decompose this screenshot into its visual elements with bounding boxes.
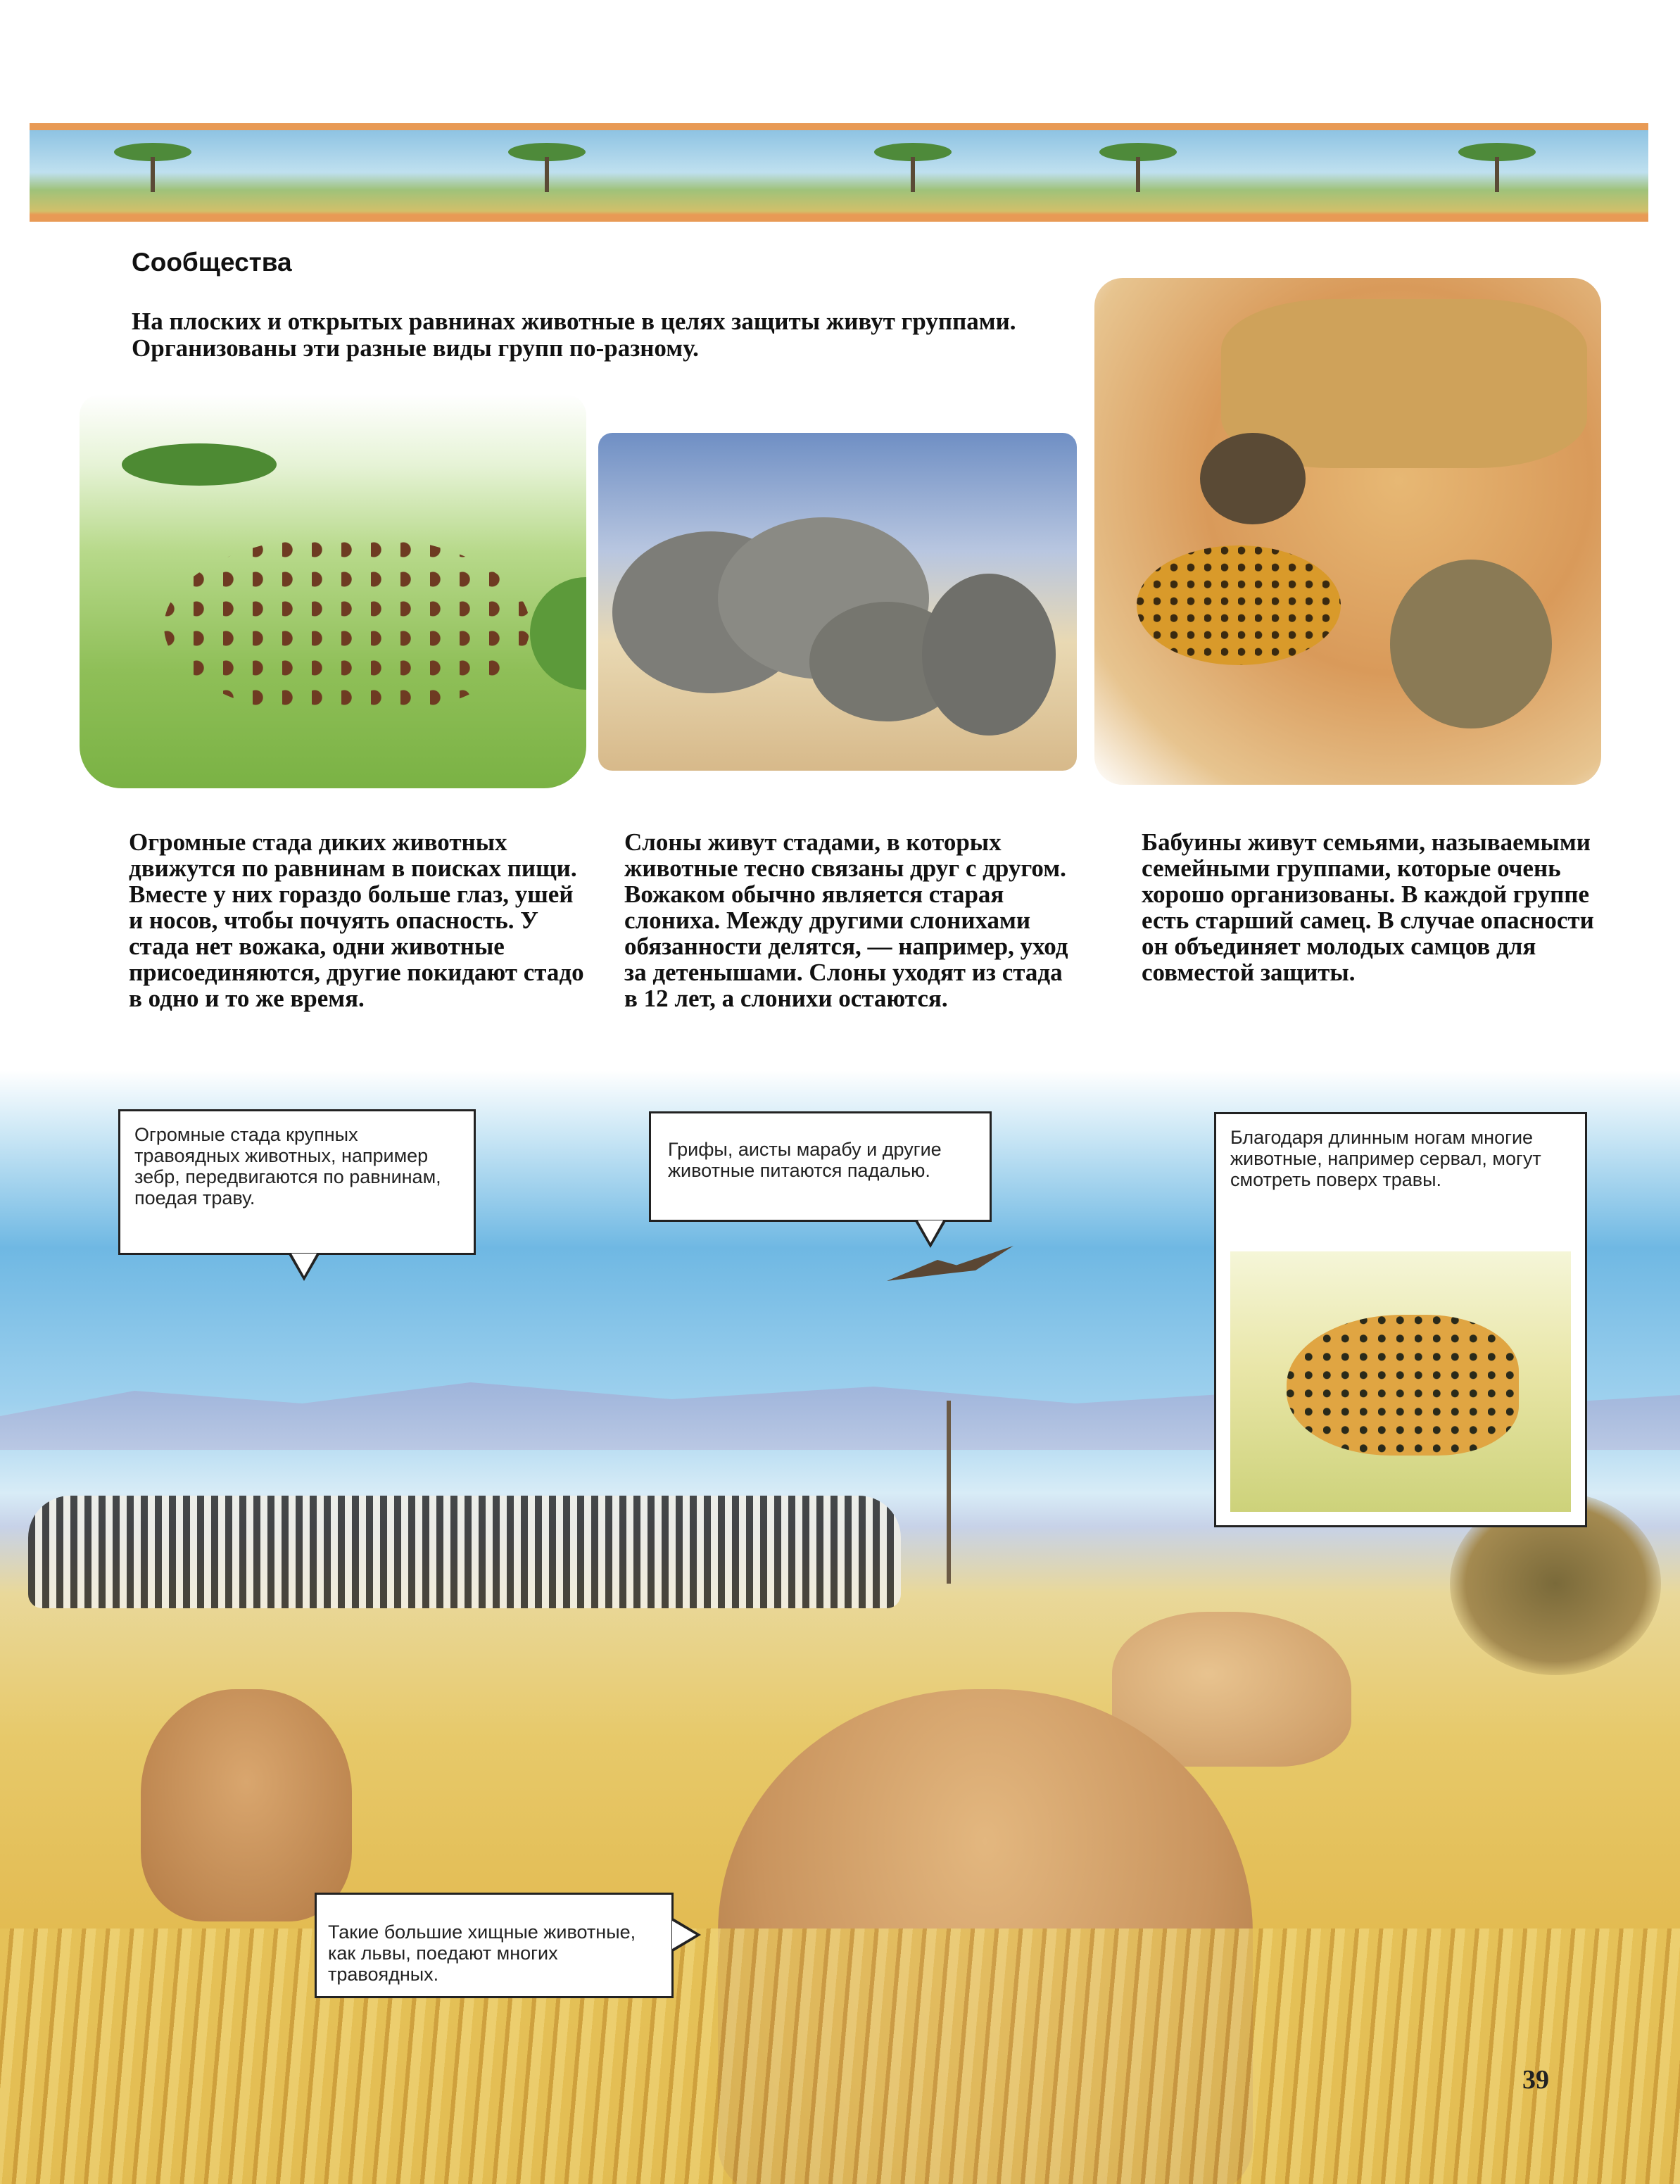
- vulture-icon: [887, 1246, 1013, 1281]
- acacia-tree-icon: [508, 143, 586, 192]
- bare-tree: [947, 1401, 951, 1584]
- elephant: [922, 574, 1056, 736]
- page-number: 39: [1522, 2065, 1549, 2095]
- callout-serval-text: Благодаря длинным ногам многие животные, например сервал, могут смотреть поверх травы.: [1230, 1127, 1541, 1190]
- acacia-canopy: [122, 443, 277, 486]
- callout-pointer-fill: [672, 1921, 696, 1949]
- elephant-herd-illustration: [598, 433, 1077, 771]
- baboons-text: Бабуины живут семьями, называемыми семейными группами, которые очень хорошо организованы. В каждой группе есть старший самец. В случае опасности он объединяет молодых самцов для совместой защиты.: [1142, 828, 1594, 986]
- serval: [1287, 1315, 1519, 1456]
- serval-illustration: [1230, 1251, 1571, 1512]
- callout-zebras-text: Огромные стада крупных травоядных животных, например зебр, передвигаются по равнинам, поедая траву.: [134, 1124, 441, 1208]
- callout-lions: [315, 1893, 674, 1998]
- elephants-text: Слоны живут стадами, в которых животные тесно связаны друг с другом. Вожаком обычно является старая слониха. Между другими слонихами обязанности делятся, — например, уход за детенышами. Слоны уходят из стада в 12 лет, а слонихи остаются.: [624, 828, 1068, 1012]
- acacia-tree-icon: [114, 143, 191, 192]
- herds-text: Огромные стада диких животных движутся по равнинам в поисках пищи. Вместе у них гораздо больше глаз, ушей и носов, чтобы почуять опасность. У стада нет вожака, одни животные присоединяются, другие покидают стадо в одно и то же время.: [129, 828, 584, 1012]
- acacia-tree-icon: [1458, 143, 1536, 192]
- lioness-running: [141, 1689, 352, 1921]
- callout-vultures-text: Грифы, аисты марабу и другие животные питаются падалью.: [668, 1139, 942, 1181]
- baboon-troop-illustration: [1094, 278, 1601, 785]
- callout-pointer-fill: [918, 1220, 943, 1243]
- intro-paragraph: На плоских и открытых равнинах животные в целях защиты живут группами. Организованы эти разные виды групп по-разному.: [132, 308, 1016, 362]
- callout-zebras: [118, 1109, 476, 1255]
- callout-lions-text: Такие большие хищные животные, как львы, поедают многих травоядных.: [328, 1921, 636, 1985]
- savanna-panorama-strip: [30, 123, 1648, 222]
- acacia-tree-icon: [874, 143, 952, 192]
- wildebeest-herd: [164, 535, 530, 718]
- acacia-tree-icon: [1099, 143, 1177, 192]
- wildebeest-herd-illustration: [80, 394, 586, 788]
- baboon: [1200, 433, 1306, 524]
- section-heading: Сообщества: [132, 248, 292, 277]
- callout-vultures: [649, 1111, 992, 1222]
- zebra-herd: [28, 1496, 901, 1608]
- tree-canopy: [530, 577, 586, 690]
- callout-pointer-fill: [291, 1254, 317, 1276]
- baboon: [1390, 560, 1552, 728]
- leopard: [1137, 545, 1341, 665]
- foreground-grass: [0, 1929, 1680, 2184]
